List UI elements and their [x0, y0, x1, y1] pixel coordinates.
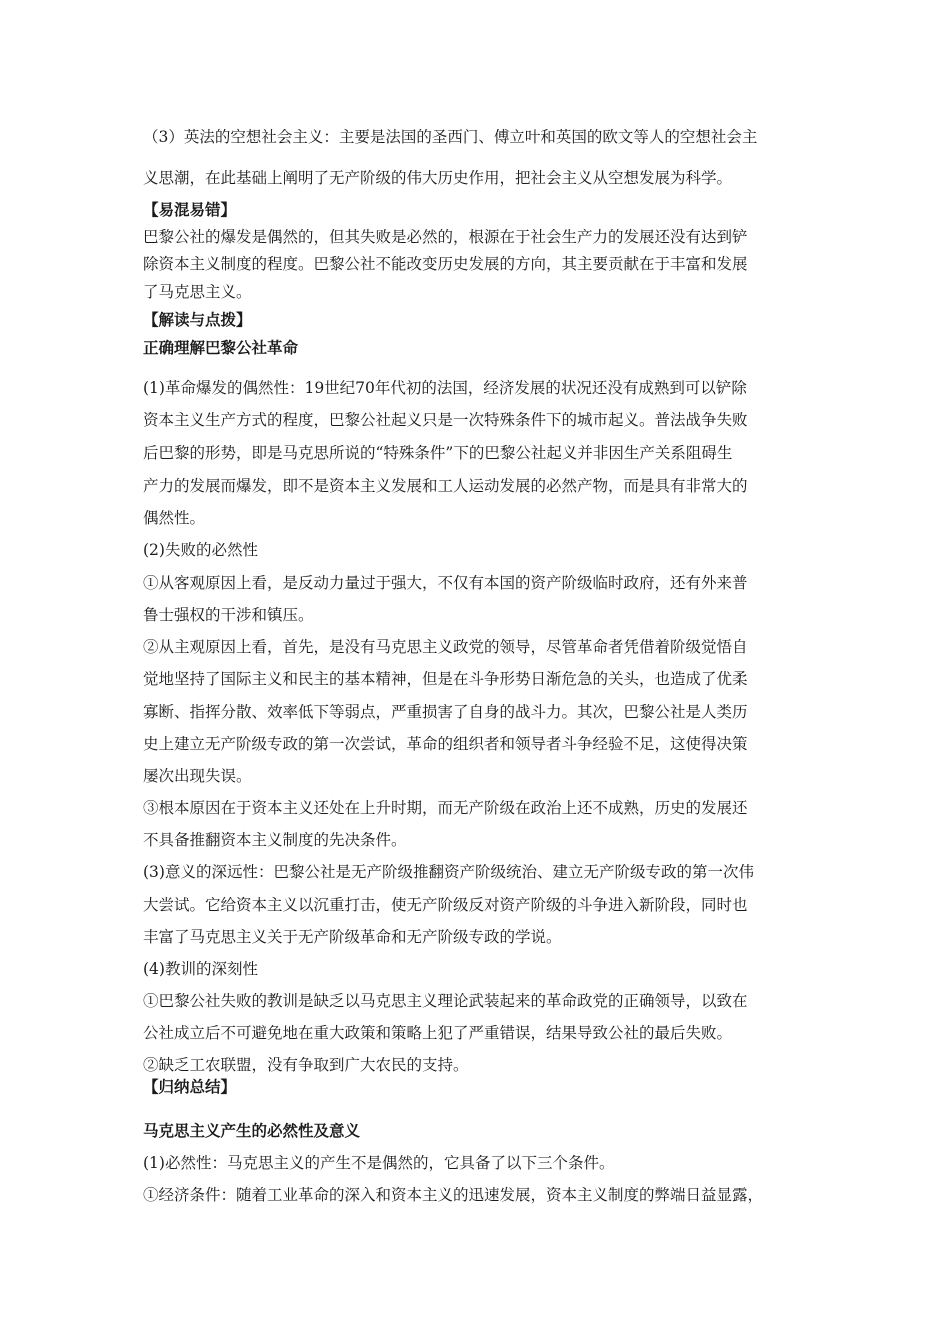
paragraph-2c-line-1: ③根本原因在于资本主义还处在上升时期，而无产阶级在政治上还不成熟，历史的发展还 [143, 799, 748, 817]
paragraph-3-line-2: 大尝试。它给资本主义以沉重打击，使无产阶级反对资产阶级的斗争进入新阶段，同时也 [143, 896, 748, 914]
utopian-socialism-line-1: （3）英法的空想社会主义：主要是法国的圣西门、傅立叶和英国的欧文等人的空想社会主 [143, 128, 758, 146]
paragraph-2b-line-4: 史上建立无产阶级专政的第一次尝试，革命的组织者和领导者斗争经验不足，这使得决策 [143, 735, 748, 753]
paragraph-1-line-5: 偶然性。 [143, 509, 206, 527]
paragraph-2a-line-2: 鲁士强权的干涉和镇压。 [143, 606, 314, 624]
paragraph-4-title: (4)教训的深刻性 [143, 960, 258, 978]
paragraph-2b-line-5: 屡次出现失误。 [143, 767, 252, 785]
paragraph-2-title: (2)失败的必然性 [143, 541, 258, 559]
summary-1a-line-1: ①经济条件：随着工业革命的深入和资本主义的迅速发展，资本主义制度的弊端日益显露， [143, 1186, 764, 1204]
paragraph-2b-line-1: ②从主观原因上看，首先，是没有马克思主义政党的领导，尽管革命者凭借着阶级觉悟自 [143, 638, 748, 656]
paragraph-4a-line-2: 公社成立后不可避免地在重大政策和策略上犯了严重错误，结果导致公社的最后失败。 [143, 1024, 733, 1042]
confusion-line-2: 除资本主义制度的程度。巴黎公社不能改变历史发展的方向，其主要贡献在于丰富和发展 [143, 255, 748, 273]
paragraph-4a-line-1: ①巴黎公社失败的教训是缺乏以马克思主义理论武装起来的革命政党的正确领导，以致在 [143, 992, 748, 1010]
paragraph-2b-line-2: 觉地坚持了国际主义和民主的基本精神，但是在斗争形势日渐危急的关头，也造成了优柔 [143, 670, 748, 688]
paragraph-2c-line-2: 不具备推翻资本主义制度的先决条件。 [143, 831, 407, 849]
summary-heading: 【归纳总结】 [143, 1077, 237, 1096]
interpretation-heading: 【解读与点拨】 [143, 310, 252, 329]
interpretation-subheading: 正确理解巴黎公社革命 [143, 338, 299, 357]
paragraph-1-line-1: (1)革命爆发的偶然性：19世纪70年代初的法国，经济发展的状况还没有成熟到可以铲除 [143, 379, 747, 397]
paragraph-3-line-1: (3)意义的深远性：巴黎公社是无产阶级推翻资产阶级统治、建立无产阶级专政的第一次伟 [143, 863, 754, 881]
paragraph-1-line-3: 后巴黎的形势，即是马克思所说的“特殊条件”下的巴黎公社起义并非因生产关系阻碍生 [143, 444, 733, 462]
paragraph-2b-line-3: 寡断、指挥分散、效率低下等弱点，严重损害了自身的战斗力。其次，巴黎公社是人类历 [143, 703, 748, 721]
confusion-line-3: 了马克思主义。 [143, 283, 252, 301]
paragraph-3-line-3: 丰富了马克思主义关于无产阶级革命和无产阶级专政的学说。 [143, 928, 562, 946]
paragraph-4b-line-1: ②缺乏工农联盟，没有争取到广大农民的支持。 [143, 1056, 469, 1074]
summary-1-line-1: (1)必然性：马克思主义的产生不是偶然的，它具备了以下三个条件。 [143, 1154, 615, 1172]
utopian-socialism-line-2: 义思潮，在此基础上阐明了无产阶级的伟大历史作用，把社会主义从空想发展为科学。 [143, 169, 733, 187]
summary-subheading: 马克思主义产生的必然性及意义 [143, 1121, 361, 1140]
paragraph-1-line-2: 资本主义生产方式的程度，巴黎公社起义只是一次特殊条件下的城市起义。普法战争失败 [143, 411, 748, 429]
confusion-line-1: 巴黎公社的爆发是偶然的，但其失败是必然的，根源在于社会生产力的发展还没有达到铲 [143, 228, 748, 246]
paragraph-1-line-4: 产力的发展而爆发，即不是资本主义发展和工人运动发展的必然产物，而是具有非常大的 [143, 477, 748, 495]
paragraph-2a-line-1: ①从客观原因上看，是反动力量过于强大，不仅有本国的资产阶级临时政府，还有外来普 [143, 574, 748, 592]
confusion-heading: 【易混易错】 [143, 200, 237, 219]
